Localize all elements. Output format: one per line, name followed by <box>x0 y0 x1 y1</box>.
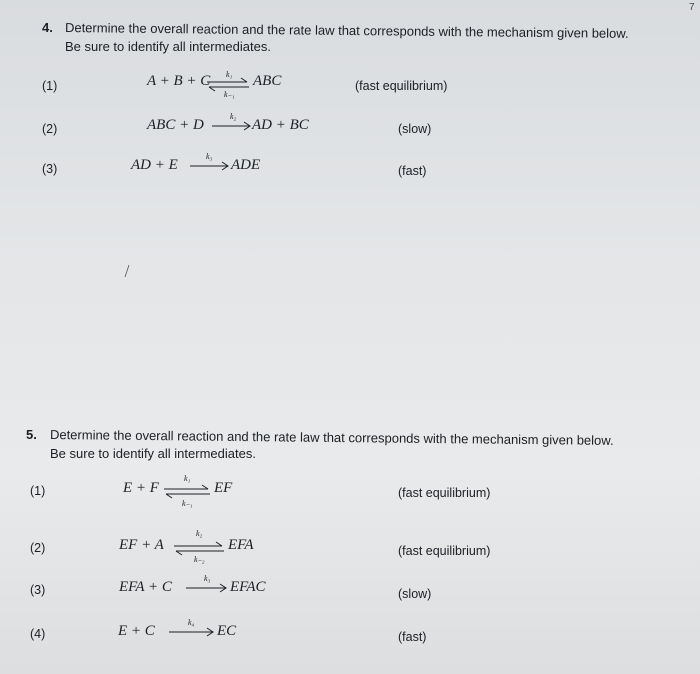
q5-step4-k: k₄ <box>188 618 195 627</box>
q4-prompt-line1: Determine the overall reaction and the rate law that corresponds with the mechanism given below. <box>64 20 629 41</box>
q5-prompt-line2: Be sure to identify all intermediates. <box>50 446 256 461</box>
q4-step1-k-forward: k₁ <box>226 70 233 79</box>
q5-step3-note: (slow) <box>398 587 432 601</box>
q4-number: 4. <box>42 20 53 35</box>
q4-step1-k-reverse: k₋₁ <box>224 90 235 99</box>
q5-number: 5. <box>26 427 37 442</box>
q4-step3-k: k₃ <box>206 152 213 161</box>
q4-step1-product: ABC <box>253 73 282 89</box>
q4-step2-note: (slow) <box>398 122 432 136</box>
q5-step2-product: EFA <box>228 537 254 553</box>
q4-step2-k: k₂ <box>230 112 237 121</box>
q4-step3-note: (fast) <box>398 164 427 178</box>
stray-mark <box>123 264 131 278</box>
q5-step3-product: EFAC <box>230 579 266 595</box>
q5-step1-note: (fast equilibrium) <box>398 486 491 500</box>
q4-step2-products: AD + BC <box>252 117 309 133</box>
q4-step1-reactants: A + B + C <box>147 73 211 89</box>
q5-step1-k-reverse: k₋₁ <box>182 499 193 508</box>
q4-step1-note: (fast equilibrium) <box>355 79 448 93</box>
q5-step2-k-forward: k₂ <box>196 529 203 538</box>
q5-step2-reactants: EF + A <box>119 537 164 553</box>
q4-step3-product: ADE <box>231 157 261 173</box>
q5-step3-label: (3) <box>30 583 46 597</box>
q4-step1-label: (1) <box>42 79 58 93</box>
page-number: 7 <box>689 2 695 13</box>
q4-prompt-line2: Be sure to identify all intermediates. <box>65 39 271 54</box>
q5-step3-k: k₃ <box>204 574 211 583</box>
q5-step1-product: EF <box>214 480 233 496</box>
q4-step2-reactants: ABC + D <box>147 117 204 133</box>
q5-step2-note: (fast equilibrium) <box>398 544 491 558</box>
q5-step2-label: (2) <box>30 541 46 555</box>
q5-step1-k-forward: k₁ <box>184 474 191 483</box>
q5-step4-note: (fast) <box>398 630 427 644</box>
q5-step3-reactants: EFA + C <box>119 579 172 595</box>
q5-step4-product: EC <box>217 623 237 639</box>
q5-step4-reactants: E + C <box>118 623 155 639</box>
q4-step3-label: (3) <box>42 162 58 176</box>
q4-step2-label: (2) <box>42 122 58 136</box>
q5-step2-k-reverse: k₋₂ <box>194 555 205 564</box>
q5-prompt-line1: Determine the overall reaction and the rate law that corresponds with the mechanism given below. <box>49 427 614 448</box>
q4-step3-reactants: AD + E <box>131 157 178 173</box>
q5-step1-label: (1) <box>30 484 46 498</box>
q5-step1-reactants: E + F <box>123 480 159 496</box>
q5-step4-label: (4) <box>30 627 46 641</box>
